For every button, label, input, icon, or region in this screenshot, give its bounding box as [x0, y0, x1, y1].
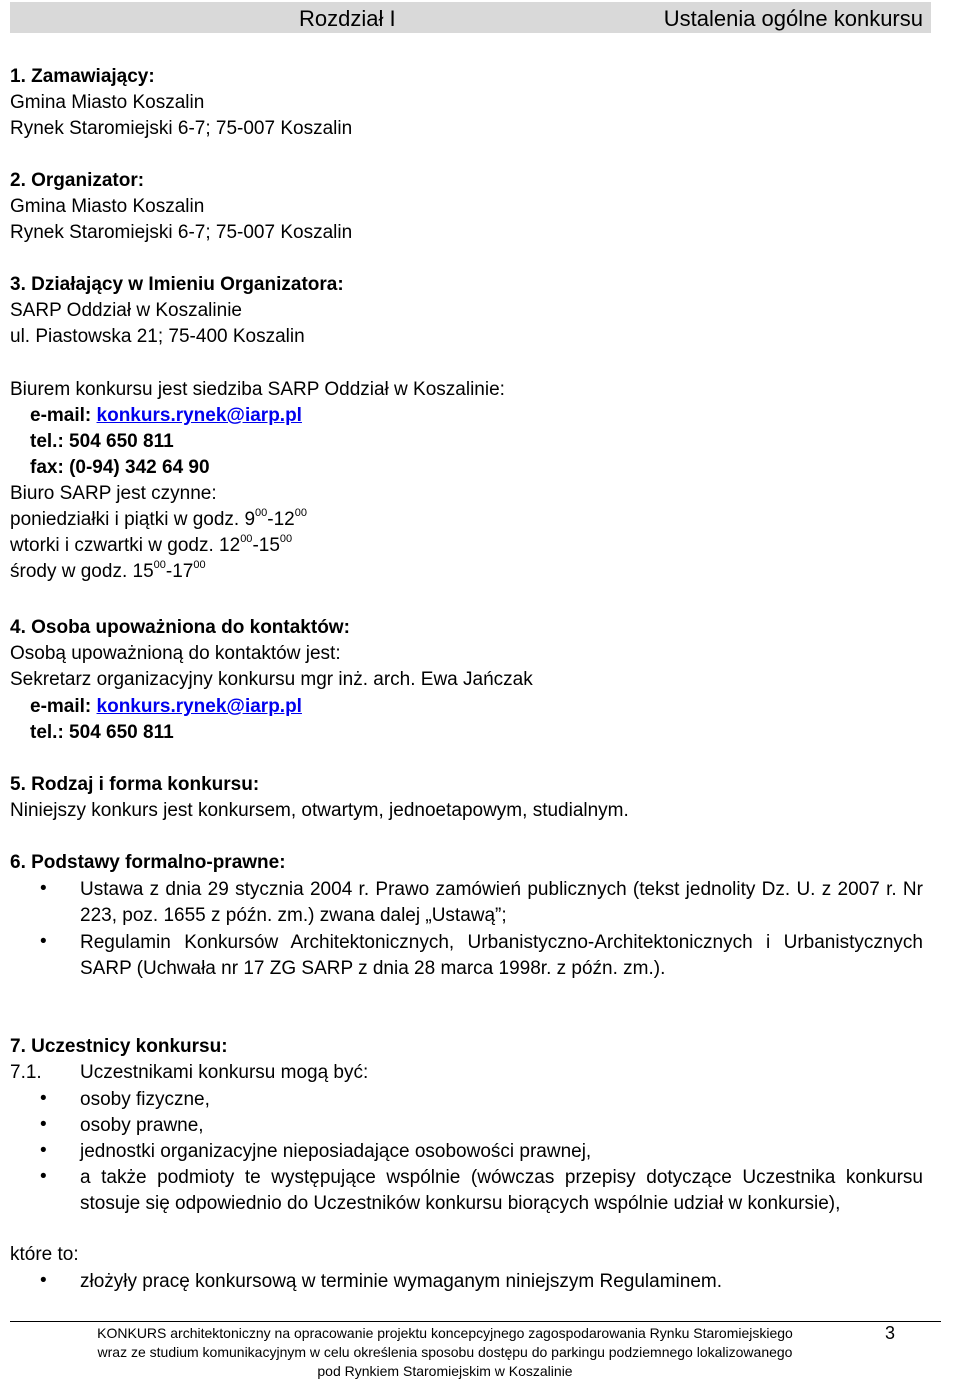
bullet-icon: •	[40, 1166, 47, 1187]
page-number: 3	[885, 1323, 896, 1343]
section-1-title: 1. Zamawiający:	[10, 66, 155, 87]
section-1-line-1: Gmina Miasto Koszalin	[10, 92, 205, 113]
email-link[interactable]: konkurs.rynek@iarp.pl	[96, 696, 302, 717]
hours-sup: 00	[279, 533, 293, 545]
section-3-line-1: SARP Oddział w Koszalinie	[10, 300, 242, 321]
hours-text: -17	[165, 561, 194, 582]
email-label: e-mail:	[30, 405, 97, 426]
participant-item: jednostki organizacyjne nieposiadające osobowości prawnej,	[80, 1141, 592, 1162]
subsection-7-1-number: 7.1.	[10, 1062, 42, 1083]
footer-line-1: KONKURS architektoniczny na opracowanie projektu koncepcyjnego zagospodarowania Rynku Staromiejskiego	[97, 1325, 793, 1341]
which-label: które to:	[10, 1244, 79, 1265]
chapter-header	[10, 2, 931, 33]
hours-sup: 00	[294, 507, 307, 519]
office-info: Biurem konkursu jest siedziba SARP Oddział w Koszalinie:	[10, 379, 505, 400]
chapter-number: Rozdział I	[299, 6, 396, 31]
section-5-line-1: Niniejszy konkurs jest konkursem, otwartym, jednoetapowym, studialnym.	[10, 800, 629, 821]
section-7-title: 7. Uczestnicy konkursu:	[10, 1036, 228, 1057]
bullet-icon: •	[40, 1140, 47, 1161]
participant-item: a także podmioty te występujące wspólnie (wówczas przepisy dotyczące Uczestnika konkursu stosuje się odpowiednio do Uczestników konkursu biorących wspólnie udział w konkursie),	[80, 1167, 923, 1214]
section-3-line-2: ul. Piastowska 21; 75-400 Koszalin	[10, 326, 305, 347]
section-5-title: 5. Rodzaj i forma konkursu:	[10, 774, 260, 795]
office-hours-title: Biuro SARP jest czynne:	[10, 483, 217, 504]
bullet-icon: •	[40, 931, 47, 952]
section-3-title: 3. Działający w Imieniu Organizatora:	[10, 274, 344, 295]
section-4-line-2: Sekretarz organizacyjny konkursu mgr inż. arch. Ewa Jańczak	[10, 669, 533, 690]
section-4-line-1: Osobą upoważnioną do kontaktów jest:	[10, 643, 341, 664]
hours-text: wtorki i czwartki w godz. 12	[10, 535, 241, 556]
legal-basis-item: Regulamin Konkursów Architektonicznych, Urbanistyczno-Architektonicznych i Urbanistycznych SARP (Uchwała nr 17 ZG SARP z dnia 28 marca 1998r. z późn. zm.).	[80, 932, 923, 979]
hours-sup: 00	[240, 533, 253, 545]
page-footer	[10, 1321, 941, 1382]
section-2-title: 2. Organizator:	[10, 170, 145, 191]
participant-item: osoby fizyczne,	[80, 1089, 210, 1110]
bullet-icon: •	[40, 878, 47, 899]
bullet-icon: •	[40, 1114, 47, 1135]
section-1-line-2: Rynek Staromiejski 6-7; 75-007 Koszalin	[10, 118, 353, 139]
participant-condition: złożyły pracę konkursową w terminie wymaganym niniejszym Regulaminem.	[80, 1271, 723, 1292]
section-2-line-1: Gmina Miasto Koszalin	[10, 196, 205, 217]
email-label: e-mail:	[30, 696, 97, 717]
hours-sup: 00	[153, 559, 166, 571]
participant-item: osoby prawne,	[80, 1115, 204, 1136]
subsection-7-1-text: Uczestnikami konkursu mogą być:	[80, 1062, 369, 1083]
hours-text: -12	[267, 509, 295, 530]
section-6-title: 6. Podstawy formalno-prawne:	[10, 852, 286, 873]
contact-email	[30, 695, 302, 719]
office-hours-mon-fri	[10, 508, 307, 532]
hours-sup: 00	[193, 559, 206, 571]
hours-text: -15	[252, 535, 280, 556]
office-hours-wed	[10, 560, 206, 584]
office-tel: tel.: 504 650 811	[30, 431, 174, 452]
hours-sup: 00	[255, 507, 268, 519]
bullet-icon: •	[40, 1088, 47, 1109]
hours-text: poniedziałki i piątki w godz. 9	[10, 509, 256, 530]
legal-basis-item: Ustawa z dnia 29 stycznia 2004 r. Prawo zamówień publicznych (tekst jednolity Dz. U. z 2007 r. Nr 223, poz. 1655 z późn. zm.) zwana dalej „Ustawą”;	[80, 879, 923, 926]
footer-line-2: wraz ze studium komunikacyjnym w celu określenia sposobu dostępu do parkingu podziemnego lokalizowanego	[97, 1344, 793, 1360]
email-link[interactable]: konkurs.rynek@iarp.pl	[96, 405, 302, 426]
hours-text: środy w godz. 15	[10, 561, 154, 582]
bullet-icon: •	[40, 1270, 47, 1291]
office-email	[30, 404, 302, 428]
footer-line-3: pod Rynkiem Staromiejskim w Koszalinie	[317, 1363, 573, 1379]
contact-tel: tel.: 504 650 811	[30, 722, 174, 743]
chapter-title: Ustalenia ogólne konkursu	[663, 6, 923, 31]
office-fax: fax: (0-94) 342 64 90	[30, 457, 210, 478]
office-hours-tue-thu	[10, 534, 292, 558]
section-2-line-2: Rynek Staromiejski 6-7; 75-007 Koszalin	[10, 222, 353, 243]
section-4-title: 4. Osoba upoważniona do kontaktów:	[10, 617, 350, 638]
